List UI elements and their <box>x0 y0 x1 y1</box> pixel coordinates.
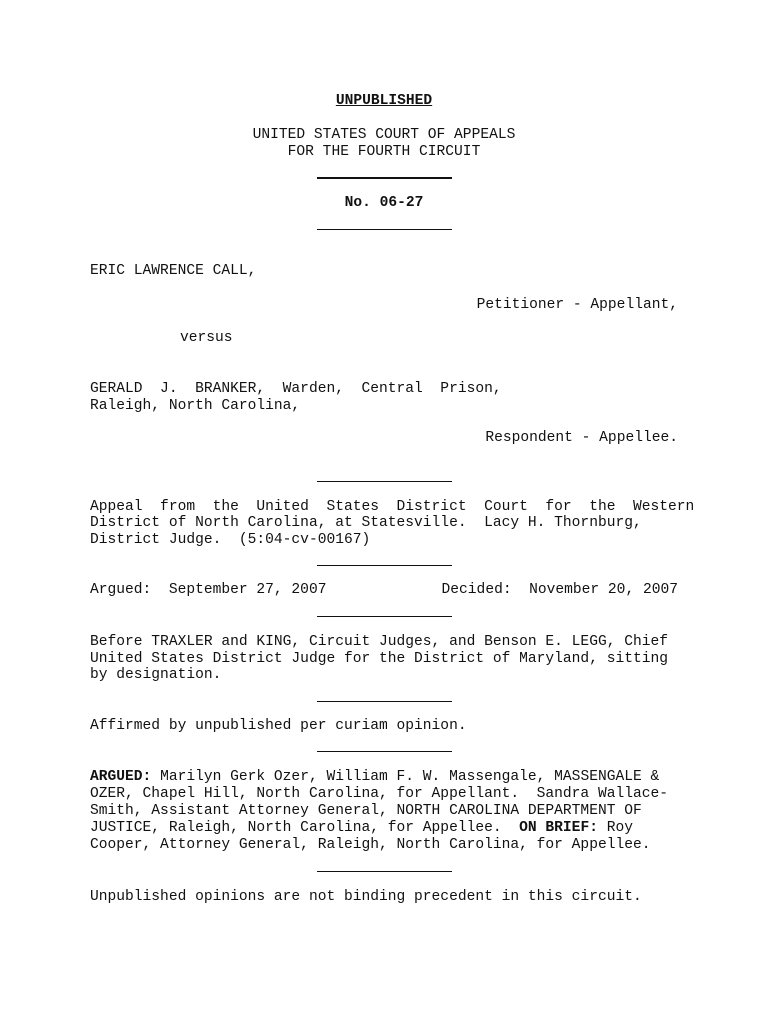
divider-rule <box>317 871 452 872</box>
decided-date: Decided: November 20, 2007 <box>441 582 678 598</box>
divider-rule <box>317 481 452 482</box>
petitioner-name: ERIC LAWRENCE CALL, <box>90 263 257 279</box>
counsel-text: Roy <box>597 820 633 836</box>
counsel-line3 <box>90 803 642 820</box>
petitioner-role: Petitioner - Appellant, <box>476 297 678 313</box>
counsel-text: Marilyn Gerk Ozer, William F. W. Massengale, MASSENGALE & <box>151 769 660 785</box>
panel-line3 <box>90 667 221 684</box>
counsel-text: JUSTICE, Raleigh, North Carolina, for Appellee. <box>90 820 520 836</box>
panel-line2 <box>90 651 668 668</box>
opinion-page <box>90 0 695 1024</box>
panel-text: Before TRAXLER and KING, Circuit Judges, and Benson E. LEGG, Chief <box>90 634 669 650</box>
divider-rule <box>317 177 452 179</box>
appeal-line2 <box>90 515 642 532</box>
precedent-note: Unpublished opinions are not binding precedent in this circuit. <box>90 889 642 905</box>
divider-rule <box>317 565 452 566</box>
counsel-line4 <box>90 820 633 837</box>
on-brief-label: ON BRIEF: <box>519 820 598 836</box>
panel-text: by designation. <box>90 667 222 683</box>
case-number: No. 06-27 <box>344 195 424 211</box>
counsel-line2 <box>90 786 668 803</box>
divider-rule <box>317 229 452 230</box>
counsel-text: Smith, Assistant Attorney General, NORTH CAROLINA DEPARTMENT OF <box>90 803 642 819</box>
divider-rule <box>317 751 452 752</box>
respondent-line1 <box>90 381 502 398</box>
counsel-text: OZER, Chapel Hill, North Carolina, for Appellant. Sandra Wallace- <box>90 786 669 802</box>
panel-text: United States District Judge for the District of Maryland, sitting <box>90 651 669 667</box>
appeal-text: District of North Carolina, at Statesville. Lacy H. Thornburg, <box>90 515 642 531</box>
panel-line1 <box>90 634 668 651</box>
counsel-line1 <box>90 769 659 786</box>
document-status <box>90 93 678 110</box>
appeal-line1 <box>90 499 694 516</box>
respondent-name: GERALD J. BRANKER, Warden, Central Prison, <box>90 381 502 397</box>
appeal-line3 <box>90 532 370 549</box>
counsel-line5 <box>90 837 651 854</box>
argued-date: Argued: September 27, 2007 <box>90 582 327 598</box>
respondent-line2: Raleigh, North Carolina, <box>90 398 301 414</box>
argued-label: ARGUED: <box>90 769 152 785</box>
dates-row <box>90 582 678 599</box>
divider-rule <box>317 701 452 702</box>
versus-label: versus <box>180 330 233 346</box>
disposition: Affirmed by unpublished per curiam opinion. <box>90 718 467 734</box>
unpublished-heading: UNPUBLISHED <box>335 93 433 109</box>
appeal-text: District Judge. (5:04-cv-00167) <box>90 532 371 548</box>
appeal-text: Appeal from the United States District Court for the Western <box>90 499 695 515</box>
counsel-text: Cooper, Attorney General, Raleigh, North Carolina, for Appellee. <box>90 837 651 853</box>
respondent-role: Respondent - Appellee. <box>485 430 678 446</box>
divider-rule <box>317 616 452 617</box>
court-name-line2: FOR THE FOURTH CIRCUIT <box>287 144 481 160</box>
court-name-line1: UNITED STATES COURT OF APPEALS <box>252 127 516 143</box>
